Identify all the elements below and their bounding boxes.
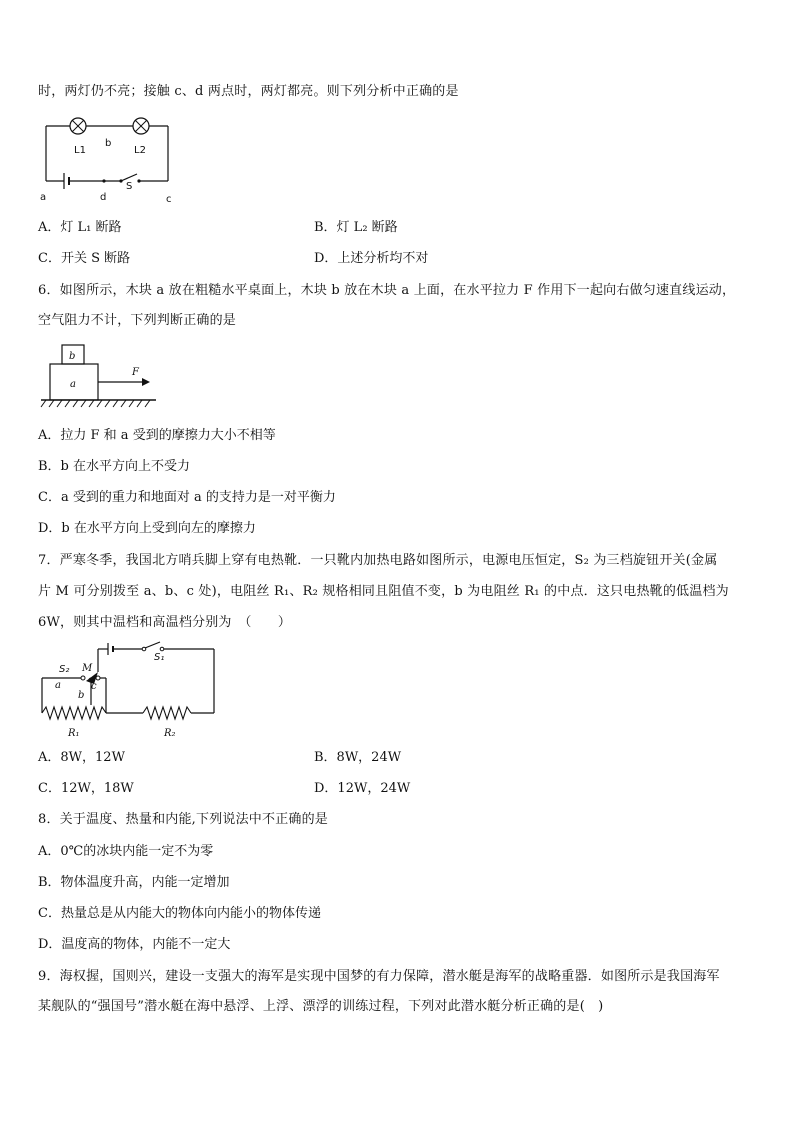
q6-stem-line2: 空气阻力不计，下列判断正确的是 [38,313,237,328]
q8-stem: 8．关于温度、热量和内能,下列说法中不正确的是 [38,812,329,827]
label-block-a: a [70,379,76,390]
q8-option-c[interactable]: C．热量总是从内能大的物体向内能小的物体传递 [38,906,321,921]
label-force-f: F [132,367,139,378]
resistor-r2-icon [143,707,191,719]
q7-stem-line1: 7．严寒冬季，我国北方哨兵脚上穿有电热靴．一只靴内加热电路如图所示，电源电压恒定，S₂ 为三档旋钮开关(金属 [38,553,718,568]
q6-stem-line1: 6．如图所示，木块 a 放在粗糙水平桌面上，木块 b 放在木块 a 上面，在水平拉力 F 作用下一起向右做匀速直线运动， [38,283,736,298]
resistor-r1-icon [42,707,106,719]
label-l1: L1 [74,145,86,156]
q7-option-b[interactable]: B．8W，24W [314,750,402,765]
label-s1: S₁ [154,652,165,663]
q8-option-d[interactable]: D．温度高的物体，内能不一定大 [38,937,231,952]
q5-option-a[interactable]: A．灯 L₁ 断路 [38,220,122,235]
q7-option-d[interactable]: D．12W，24W [314,781,411,796]
q6-block-figure [38,343,163,413]
switch-s1-icon [145,642,160,648]
label-r1: R₁ [68,728,80,739]
q9-stem-line2: 某舰队的“强国号”潜水艇在海中悬浮、上浮、漂浮的训练过程，下列对此潜水艇分析正确的是( ) [38,999,604,1014]
label-r2: R₂ [164,728,176,739]
q8-option-a[interactable]: A．0℃的冰块内能一定不为零 [38,844,214,859]
q6-option-a[interactable]: A．拉力 F 和 a 受到的摩擦力大小不相等 [38,428,276,443]
label-block-b: b [69,351,76,362]
q7-stem-line2: 片 M 可分别拨至 a、b、c 处)，电阻丝 R₁、R₂ 规格相同且阻值不变，b 为电阻丝 R₁ 的中点．这只电热靴的低温档为 [38,584,729,599]
q5-stem: 时，两灯仍不亮；接触 c、d 两点时，两灯都亮。则下列分析中正确的是 [38,84,459,99]
label-d: d [100,192,107,203]
q6-option-d[interactable]: D．b 在水平方向上受到向左的摩擦力 [38,521,256,536]
switch-icon [121,174,137,181]
q5-option-d[interactable]: D．上述分析均不对 [314,251,429,266]
q8-option-b[interactable]: B．物体温度升高，内能一定增加 [38,875,230,890]
q6-option-c[interactable]: C．a 受到的重力和地面对 a 的支持力是一对平衡力 [38,490,336,505]
label-a: a [40,192,47,203]
label-s: S [126,181,133,192]
label-b: b [105,138,112,149]
q5-option-b[interactable]: B．灯 L₂ 断路 [314,220,398,235]
label-l2: L2 [134,145,146,156]
q5-circuit-figure [38,110,188,205]
q7-heater-circuit-figure [38,640,220,740]
label-c: c [166,194,172,205]
q9-stem-line1: 9．海权握，国则兴，建设一支强大的海军是实现中国梦的有力保障，潜水艇是海军的战略重器．如图所示是我国海军 [38,969,720,984]
label-m: M [82,663,93,674]
label-c: c [91,681,97,692]
q7-option-c[interactable]: C．12W，18W [38,781,134,796]
q6-option-b[interactable]: B．b 在水平方向上不受力 [38,459,191,474]
q7-stem-line3: 6W，则其中温档和高温档分别为 （ ） [38,615,292,630]
q7-option-a[interactable]: A．8W，12W [38,750,125,765]
label-a: a [55,680,61,691]
q5-option-c[interactable]: C．开关 S 断路 [38,251,131,266]
label-b: b [78,690,85,701]
label-s2: S₂ [59,664,70,675]
